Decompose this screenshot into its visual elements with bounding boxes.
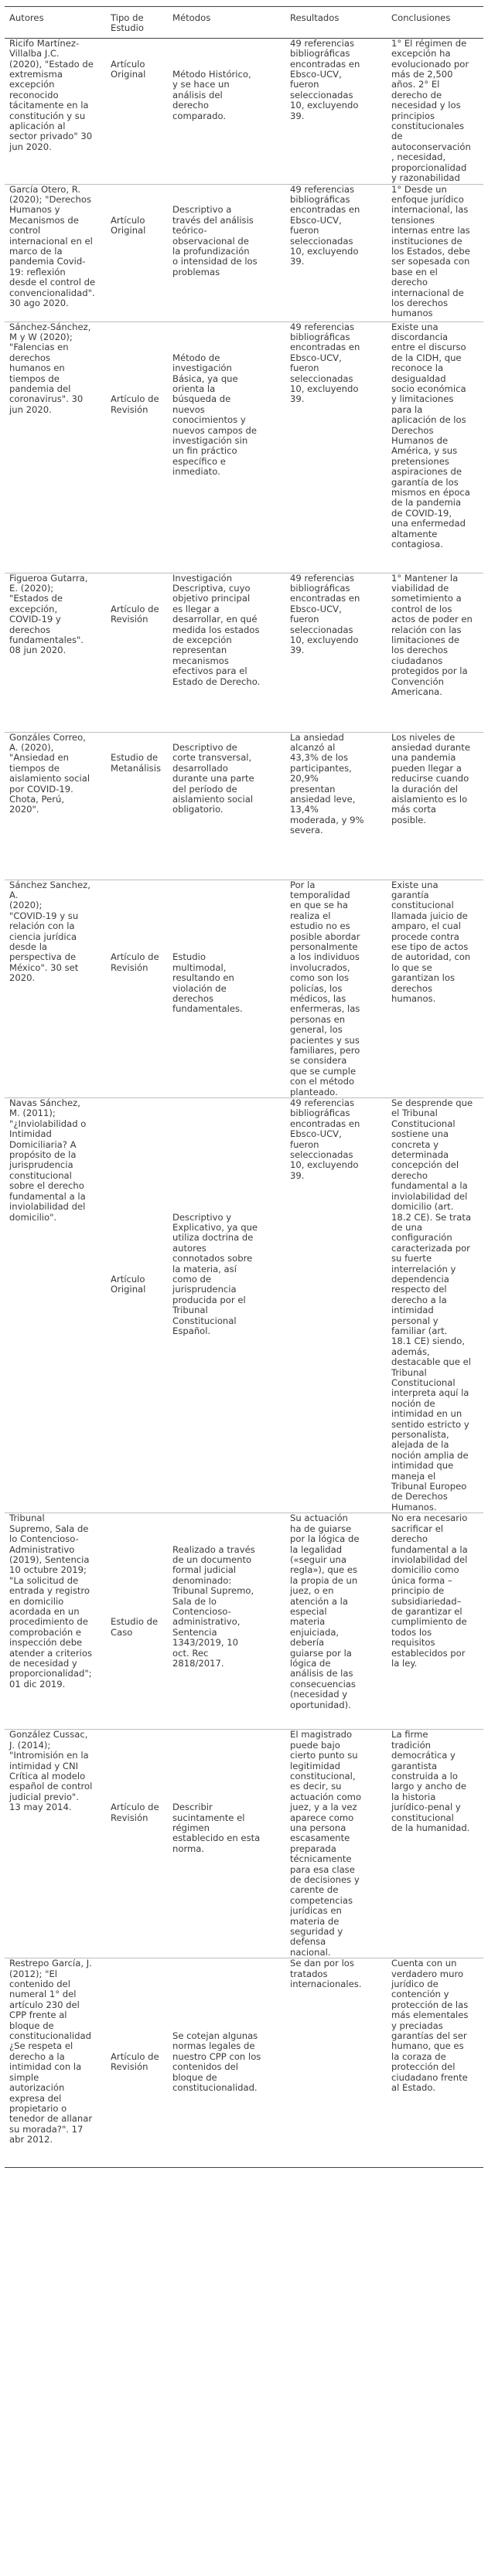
cell-tipo: Artículo Original: [106, 1098, 168, 1513]
cell-metodos: Investigación Descriptiva, cuyo objetivo principal es llegar a desarrollar, en qué medida los estados de excepción representan mecanismos efectivos para el Estado de Derecho.: [168, 573, 285, 732]
cell-resultados: Por la temporalidad en que se ha realiza el estudio no es posible abordar personalmente a los individuos involucrados, como son los policías, los médicos, las enfermeras, las personas en general, los pacientes y sus familiares, pero se considera que se cumple con el método planteado.: [285, 880, 387, 1098]
cell-autores: Navas Sánchez, M. (2011); "¿Inviolabilidad o Intimidad Domiciliaria? A propósito de la jurisprudencia constitucional sobre el derecho fundamental a la inviolabilidad del domicilio".: [5, 1098, 106, 1513]
header-metodos: Métodos: [168, 7, 285, 39]
cell-conclusiones: Se desprende que el Tribunal Constitucional sostiene una concreta y determinada concepción del derecho fundamental a la inviolabilidad del domicilio (art. 18.2 CE). Se trata de una configuración caracterizada por su fuerte interrelación y dependencia respecto del derecho a la intimidad personal y familiar (art. 18.1 CE) siendo, además, destacable que el Tribunal Constitucional interpreta aquí la noción de intimidad en un sentido estricto y personalista, alejada de la noción amplia de intimidad que maneja el Tribunal Europeo de Derechos Humanos.: [387, 1098, 483, 1513]
cell-resultados: 49 referencias bibliográficas encontradas en Ebsco-UCV, fueron seleccionadas 10, excluyendo 39.: [285, 573, 387, 732]
table-row: [5, 322, 483, 573]
table-row: [5, 573, 483, 732]
table-row: [5, 184, 483, 322]
cell-metodos: Descriptivo a través del análisis teórico- observacional de la profundización o intensidad de los problemas: [168, 184, 285, 322]
header-conclusiones: Conclusiones: [387, 7, 483, 39]
table-row: [5, 38, 483, 184]
cell-conclusiones: 1° Desde un enfoque jurídico internacional, las tensiones internas entre las instituciones de los Estados, debe ser sopesada con base en el derecho internacional de los derechos humanos: [387, 184, 483, 322]
cell-autores: Tribunal Supremo, Sala de lo Contencioso- Administrativo (2019), Sentencia 10 octubre 2019; "La solicitud de entrada y registro en domicilio acordada en un procedimiento de comprobación e inspección debe atender a criterios de necesidad y proporcionalidad"; 01 dic 2019.: [5, 1513, 106, 1730]
cell-autores: Sánchez-Sánchez, M y W (2020); "Falencias en derechos humanos en tiempos de pandemia del coronavirus". 30 jun 2020.: [5, 322, 106, 573]
cell-conclusiones: Cuenta con un verdadero muro jurídico de contención y protección de las más elementales y preciadas garantías del ser humano, que es la coraza de protección del ciudadano frente al Estado.: [387, 1958, 483, 2168]
cell-tipo: Estudio de Metanálisis: [106, 732, 168, 880]
literature-review-table: [5, 6, 483, 2168]
table-body: [5, 38, 483, 2167]
table-row: [5, 1730, 483, 1958]
cell-metodos: Descriptivo y Explicativo, ya que utiliza doctrina de autores connotados sobre la materia, así como de jurisprudencia producida por el Tribunal Constitucional Español.: [168, 1098, 285, 1513]
cell-autores: Gonzáles Correo, A. (2020), "Ansiedad en tiempos de aislamiento social por COVID-19. Chota, Perú, 2020".: [5, 732, 106, 880]
cell-conclusiones: Los niveles de ansiedad durante una pandemia pueden llegar a reducirse cuando la duración del aislamiento es lo más corta posible.: [387, 732, 483, 880]
cell-resultados: La ansiedad alcanzó al 43,3% de los participantes, 20,9% presentan ansiedad leve, 13,4% moderada, y 9% severa.: [285, 732, 387, 880]
cell-conclusiones: Existe una garantía constitucional llamada juicio de amparo, el cual procede contra ese tipo de actos de autoridad, con lo que se garantizan los derechos humanos.: [387, 880, 483, 1098]
header-row: [5, 7, 483, 39]
cell-tipo: Artículo de Revisión: [106, 1730, 168, 1958]
header-autores: Autores: [5, 7, 106, 39]
cell-tipo: Artículo Original: [106, 38, 168, 184]
cell-conclusiones: No era necesario sacrificar el derecho fundamental a la inviolabilidad del domicilio como única forma – principio de subsidiariedad– de garantizar el cumplimiento de todos los requisitos establecidos por la ley.: [387, 1513, 483, 1730]
cell-resultados: El magistrado puede bajo cierto punto su legitimidad constitucional, es decir, su actuación como juez, y a la vez aparece como una persona escasamente preparada técnicamente para esa clase de decisiones y carente de competencias jurídicas en materia de seguridad y defensa nacional.: [285, 1730, 387, 1958]
cell-resultados: 49 referencias bibliográficas encontradas en Ebsco-UCV, fueron seleccionadas 10, excluyendo 39.: [285, 38, 387, 184]
cell-metodos: Descriptivo de corte transversal, desarrollado durante una parte del período de aislamiento social obligatorio.: [168, 732, 285, 880]
cell-autores: García Otero, R. (2020); "Derechos Humanos y Mecanismos de control internacional en el marco de la pandemia Covid- 19: reflexión desde el control de convencionalidad". 30 ago 2020.: [5, 184, 106, 322]
header-tipo-estudio: Tipo de Estudio: [106, 7, 168, 39]
cell-resultados: Se dan por los tratados internacionales.: [285, 1958, 387, 2168]
cell-conclusiones: Existe una discordancia entre el discurso de la CIDH, que reconoce la desigualdad socio económica y limitaciones para la aplicación de los Derechos Humanos de América, y sus pretensiones aspiraciones de garantía de los mismos en época de la pandemia de COVID-19, una enfermedad altamente contagiosa.: [387, 322, 483, 573]
cell-resultados: Su actuación ha de guiarse por la lógica de la legalidad («seguir una regla»), que es la propia de un juez, o en atención a la especial materia enjuiciada, debería guiarse por la lógica de análisis de las consecuencias (necesidad y oportunidad).: [285, 1513, 387, 1730]
table-row: [5, 1958, 483, 2168]
cell-tipo: Artículo de Revisión: [106, 573, 168, 732]
cell-metodos: Método Histórico, y se hace un análisis del derecho comparado.: [168, 38, 285, 184]
table-header: [5, 7, 483, 39]
cell-tipo: Artículo de Revisión: [106, 1958, 168, 2168]
cell-metodos: Método de investigación Básica, ya que orienta la búsqueda de nuevos conocimientos y nuevos campos de investigación sin un fin práctico específico e inmediato.: [168, 322, 285, 573]
table-row: [5, 1513, 483, 1730]
cell-tipo: Estudio de Caso: [106, 1513, 168, 1730]
cell-tipo: Artículo de Revisión: [106, 880, 168, 1098]
cell-autores: González Cussac, J. (2014); "Intromisión en la intimidad y CNI Crítica al modelo español de control judicial previo". 13 may 2014.: [5, 1730, 106, 1958]
cell-metodos: Describir sucintamente el régimen establecido en esta norma.: [168, 1730, 285, 1958]
cell-conclusiones: 1° Mantener la viabilidad de sometimiento a control de los actos de poder en relación con las limitaciones de los derechos ciudadanos protegidos por la Convención Americana.: [387, 573, 483, 732]
cell-autores: Sánchez Sanchez, A. (2020); "COVID-19 y su relación con la ciencia jurídica desde la perspectiva de México". 30 set 2020.: [5, 880, 106, 1098]
cell-autores: Restrepo García, J. (2012); "El contenido del numeral 1° del artículo 230 del CPP frente al bloque de constitucionalidad ¿Se respeta el derecho a la intimidad con la simple autorización expresa del propietario o tenedor de allanar su morada?". 17 abr 2012.: [5, 1958, 106, 2168]
table-row: [5, 732, 483, 880]
cell-tipo: Artículo de Revisión: [106, 322, 168, 573]
cell-conclusiones: La firme tradición democrática y garantista construida a lo largo y ancho de la historia jurídico-penal y constitucional de la humanidad.: [387, 1730, 483, 1958]
cell-tipo: Artículo Original: [106, 184, 168, 322]
cell-autores: Ricifo Martínez- Villalba J.C. (2020), "Estado de extremisma excepción reconocido tácitamente en la constitución y su aplicación al sector privado" 30 jun 2020.: [5, 38, 106, 184]
cell-resultados: 49 referencias bibliográficas encontradas en Ebsco-UCV, fueron seleccionadas 10, excluyendo 39.: [285, 184, 387, 322]
cell-resultados: 49 referencias bibliográficas encontradas en Ebsco-UCV, fueron seleccionadas 10, excluyendo 39.: [285, 1098, 387, 1513]
header-resultados: Resultados: [285, 7, 387, 39]
cell-metodos: Realizado a través de un documento formal judicial denominado: Tribunal Supremo, Sala de lo Contencioso- administrativo, Sentencia 1343/2019, 10 oct. Rec 2818/2017.: [168, 1513, 285, 1730]
table-row: [5, 880, 483, 1098]
cell-metodos: Se cotejan algunas normas legales de nuestro CPP con los contenidos del bloque de constitucionalidad.: [168, 1958, 285, 2168]
cell-metodos: Estudio multimodal, resultando en violación de derechos fundamentales.: [168, 880, 285, 1098]
table-row: [5, 1098, 483, 1513]
cell-resultados: 49 referencias bibliográficas encontradas en Ebsco-UCV, fueron seleccionadas 10, excluyendo 39.: [285, 322, 387, 573]
cell-autores: Figueroa Gutarra, E. (2020); "Estados de excepción, COVID-19 y derechos fundamentales". 08 jun 2020.: [5, 573, 106, 732]
cell-conclusiones: 1° El régimen de excepción ha evolucionado por más de 2,500 años. 2° El derecho de necesidad y los principios constitucionales de autoconservación , necesidad, proporcionalidad y razonabilidad: [387, 38, 483, 184]
